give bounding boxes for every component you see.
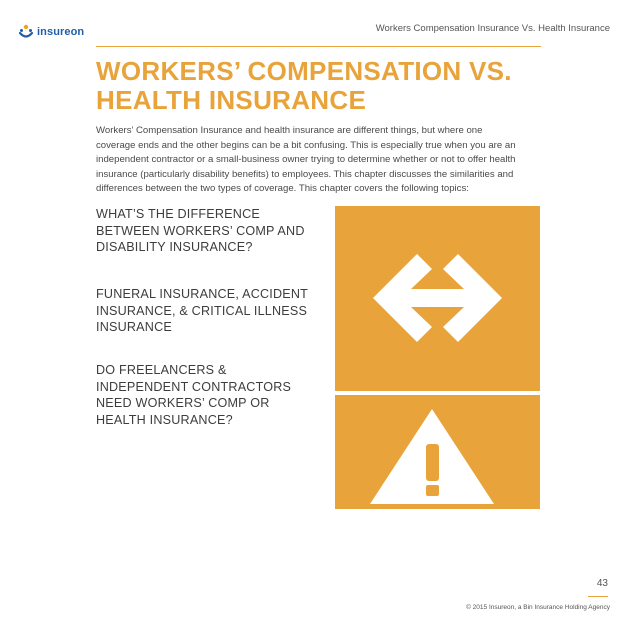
brand-name: insureon: [37, 26, 85, 38]
arrow-panel: [335, 206, 540, 391]
running-header: Workers Compensation Insurance Vs. Health Insurance: [375, 23, 610, 34]
insureon-logo: [18, 24, 84, 40]
topic-item: DO FREELANCERS & INDEPENDENT CONTRACTORS NEED WORKERS’ COMP OR HEALTH INSURANCE?: [96, 363, 292, 427]
topic-item: FUNERAL INSURANCE, ACCIDENT INSURANCE, & CRITICAL ILLNESS INSURANCE: [96, 287, 308, 334]
intro-paragraph: Workers’ Compensation Insurance and health insurance are different things, but where one coverage ends and the other begins can be a bit confusing. This is especially true when you are an independent contractor or a small-business owner trying to determine whether or not to offer health insurance (particularly disability benefits) to employees. This chapter discusses the similarities and differences between the two types of coverage. This chapter covers the following topics:: [96, 125, 516, 194]
double-arrow-icon: [335, 206, 540, 391]
page-number: 43: [596, 578, 608, 589]
page-title: WORKERS’ COMPENSATION VS. HEALTH INSURANCE: [96, 56, 512, 115]
warning-panel: [335, 395, 540, 509]
topic-item: WHAT’S THE DIFFERENCE BETWEEN WORKERS’ COMP AND DISABILITY INSURANCE?: [96, 207, 305, 254]
header-divider: [96, 46, 541, 47]
insureon-logo-icon: [18, 24, 34, 40]
copyright-notice: © 2015 Insureon, a Bin Insurance Holding Agency: [466, 604, 610, 611]
footer-divider: [588, 596, 608, 597]
warning-triangle-icon: [335, 395, 540, 509]
